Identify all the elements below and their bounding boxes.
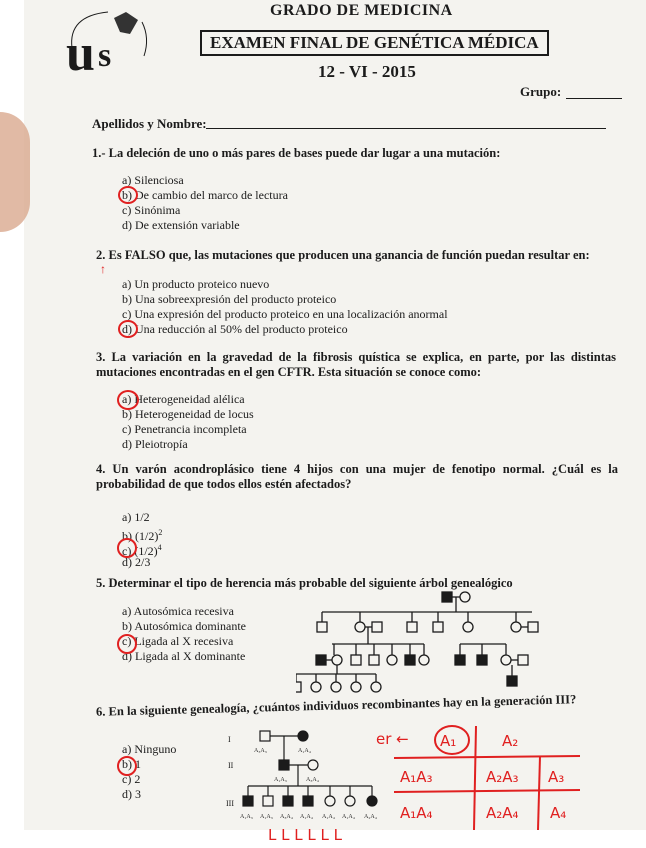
option-3b[interactable]: b) Heterogeneidad de locus bbox=[122, 407, 254, 421]
answer-mark-6 bbox=[117, 756, 137, 776]
group-field-line[interactable] bbox=[566, 98, 622, 99]
hand-check-marks: L L L L L L bbox=[268, 826, 342, 844]
answer-mark-2 bbox=[118, 320, 138, 338]
option-1a[interactable]: a) Silenciosa bbox=[122, 173, 184, 187]
hand-arrow-note: er ← bbox=[376, 730, 409, 748]
option-4d[interactable]: d) 2/3 bbox=[122, 555, 151, 569]
option-4c-text: c) (1/2) bbox=[122, 544, 158, 558]
gen3-label-7: A₂A₄ bbox=[364, 814, 377, 820]
option-4b-text: b) (1/2) bbox=[122, 529, 159, 543]
question-4: 4. Un varón acondroplásico tiene 4 hijos con una mujer de fenotipo normal. ¿Cuál es la probabilidad de que todos ellos estén afectados? bbox=[96, 462, 618, 491]
gen3-label-2: A₁A₃ bbox=[260, 814, 273, 820]
answer-mark-3 bbox=[117, 390, 139, 410]
hand-grid-r3c1: A₁A₄ bbox=[400, 804, 433, 822]
name-label: Apellidos y Nombre: bbox=[92, 116, 207, 131]
generation-label-3: III bbox=[226, 799, 234, 808]
option-3c[interactable]: c) Penetrancia incompleta bbox=[122, 422, 247, 436]
finger-shadow bbox=[0, 112, 30, 232]
question-1: 1.- La deleción de uno o más pares de bases puede dar lugar a una mutación: bbox=[92, 146, 501, 160]
question-5: 5. Determinar el tipo de herencia más probable del siguiente árbol genealógico bbox=[96, 576, 513, 590]
exam-title: EXAMEN FINAL DE GENÉTICA MÉDICA bbox=[200, 30, 549, 56]
gen1-label-2: A₁A₄ bbox=[298, 748, 311, 754]
hand-grid-r3c2: A₂A₄ bbox=[486, 804, 519, 822]
gen3-label-6: A₁A₄ bbox=[342, 814, 355, 820]
hand-grid-r2c2: A₂A₃ bbox=[486, 768, 519, 786]
option-6c[interactable]: c) 2 bbox=[122, 772, 141, 786]
option-1b[interactable]: b) De cambio del marco de lectura bbox=[122, 188, 288, 202]
question-3-options bbox=[122, 392, 254, 452]
option-4a[interactable]: a) 1/2 bbox=[122, 510, 150, 524]
faculty-heading: GRADO DE MEDICINA bbox=[270, 2, 453, 19]
university-logo bbox=[64, 8, 152, 78]
option-5d[interactable]: d) Ligada al X dominante bbox=[122, 649, 246, 663]
option-6b[interactable]: b) 1 bbox=[122, 757, 141, 771]
handwritten-annotations bbox=[240, 720, 640, 845]
option-1c[interactable]: c) Sinónima bbox=[122, 203, 181, 217]
question-2-options bbox=[122, 277, 448, 337]
question-2: 2. Es FALSO que, las mutaciones que producen una ganancia de función puedan resultar en: bbox=[96, 248, 590, 262]
pedigree-question-5 bbox=[296, 590, 566, 700]
gen3-label-3: A₃A₄ bbox=[280, 814, 293, 820]
question-6: 6. En la siguiente genealogía, ¿cuántos individuos recombinantes hay en la generación III? bbox=[95, 692, 577, 719]
option-4c-exponent: 4 bbox=[157, 543, 162, 552]
svg-text:u: u bbox=[66, 25, 95, 78]
hand-grid-r1c2: A₂ bbox=[502, 732, 519, 750]
name-field-line[interactable] bbox=[206, 128, 606, 129]
option-5a[interactable]: a) Autosómica recesiva bbox=[122, 604, 234, 618]
option-1d[interactable]: d) De extensión variable bbox=[122, 218, 240, 232]
option-3a[interactable]: a) Heterogeneidad alélica bbox=[122, 392, 245, 406]
svg-text:s: s bbox=[98, 37, 112, 74]
option-5b[interactable]: b) Autosómica dominante bbox=[122, 619, 246, 633]
option-5c[interactable]: c) Ligada al X recesiva bbox=[122, 634, 234, 648]
option-2a[interactable]: a) Un producto proteico nuevo bbox=[122, 277, 270, 291]
answer-mark-1 bbox=[118, 186, 138, 204]
option-2c[interactable]: c) Una expresión del producto proteico en una localización anormal bbox=[122, 307, 448, 321]
option-2b[interactable]: b) Una sobreexpresión del producto proteico bbox=[122, 292, 337, 306]
question-3: 3. La variación en la gravedad de la fibrosis quística se explica, en parte, por las distintas mutaciones encontradas en el gen CFTR. Esta situación se conoce como: bbox=[96, 350, 616, 379]
option-2d[interactable]: d) Una reducción al 50% del producto proteico bbox=[122, 322, 348, 336]
option-4b-exponent: 2 bbox=[158, 528, 163, 537]
answer-mark-5 bbox=[117, 634, 137, 654]
gen3-label-4: A₁A₄ bbox=[300, 814, 313, 820]
hand-grid-r3c3: A₄ bbox=[550, 804, 567, 822]
gen3-label-1: A₁A₃ bbox=[240, 814, 253, 820]
gen1-label-1: A₃A₃ bbox=[254, 748, 267, 754]
answer-mark-4 bbox=[117, 538, 137, 558]
hand-grid-r2c1: A₁A₃ bbox=[400, 768, 433, 786]
option-6a[interactable]: a) Ninguno bbox=[122, 742, 177, 756]
option-6d[interactable]: d) 3 bbox=[122, 787, 141, 801]
gen2-label-1: A₁A₃ bbox=[274, 777, 287, 783]
hand-grid-r1c1: A₁ bbox=[440, 732, 457, 750]
gen2-label-2: A₃A₄ bbox=[306, 777, 319, 783]
option-3d[interactable]: d) Pleiotropía bbox=[122, 437, 188, 451]
generation-label-1: I bbox=[228, 735, 231, 744]
exam-date: 12 - VI - 2015 bbox=[318, 62, 416, 81]
hand-grid-r2c3: A₃ bbox=[548, 768, 565, 786]
generation-label-2: II bbox=[228, 761, 234, 770]
red-tick-mark: ↑ bbox=[100, 262, 106, 276]
group-label: Grupo: bbox=[520, 84, 562, 99]
question-1-options bbox=[122, 173, 288, 233]
gen3-label-5: A₁A₄ bbox=[322, 814, 335, 820]
question-5-options bbox=[122, 604, 246, 664]
